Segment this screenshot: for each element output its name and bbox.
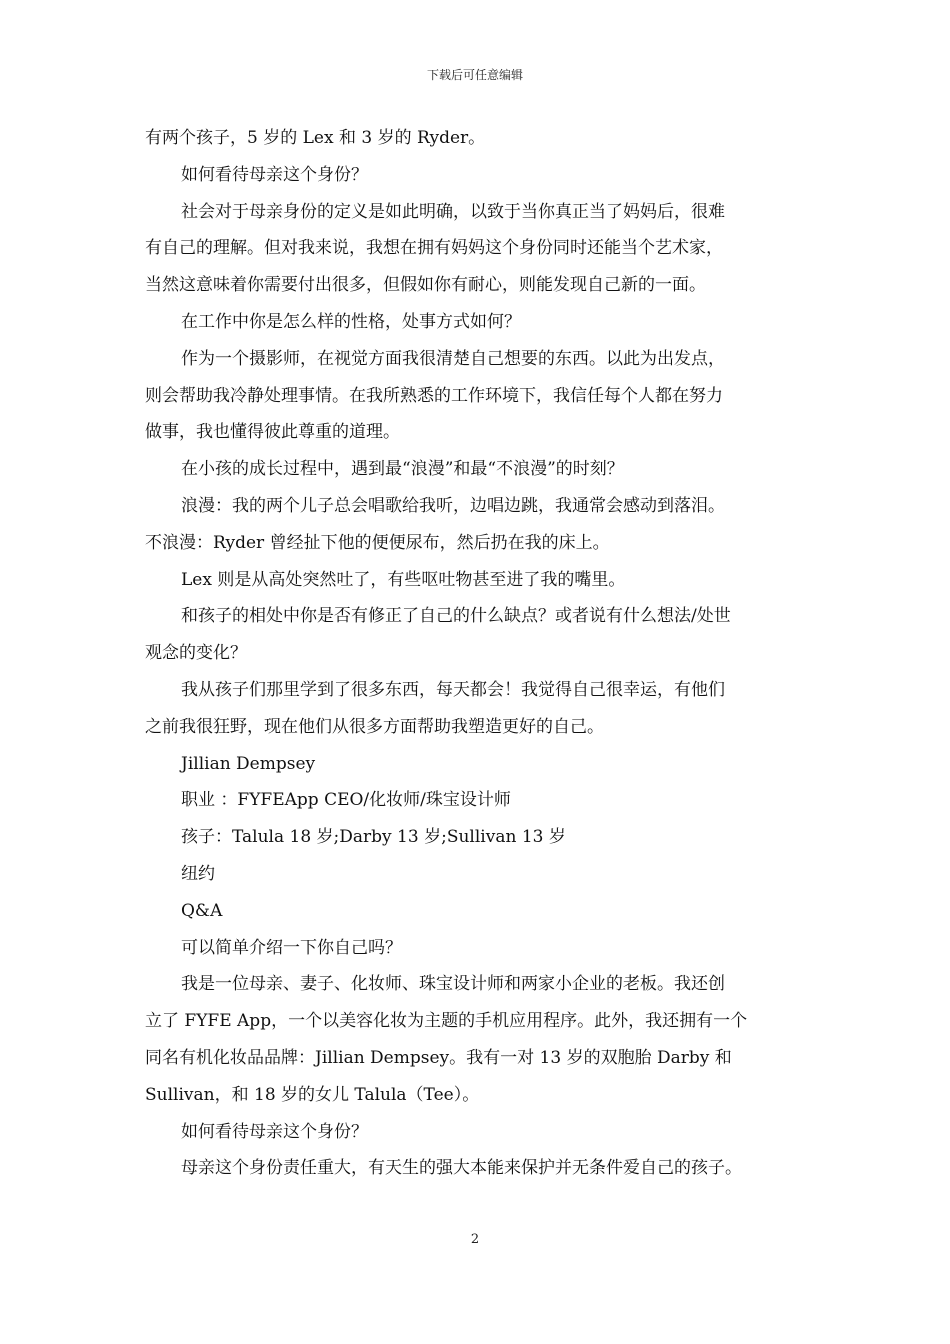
text-line: 职业 ：FYFEApp CEO/化妆师/珠宝设计师 [181, 790, 511, 811]
text-line: 同名有机化妆品品牌：Jillian Dempsey。我有一对 13 岁的双胞胎 Darby 和 [145, 1047, 732, 1068]
text-line: 作为一个摄影师，在视觉方面我很清楚自己想要的东西。以此为出发点， [181, 348, 725, 369]
text-line: 浪漫：我的两个儿子总会唱歌给我听，边唱边跳，我通常会感动到落泪。 [181, 495, 725, 516]
text-line: 观念的变化？ [145, 643, 247, 664]
document-body [145, 120, 815, 1187]
text-line: 我从孩子们那里学到了很多东西，每天都会！我觉得自己很幸运，有他们 [181, 679, 725, 700]
text-line: 立了 FYFE App，一个以美容化妆为主题的手机应用程序。此外，我还拥有一个 [145, 1011, 748, 1032]
text-line: 不浪漫：Ryder 曾经扯下他的便便尿布，然后扔在我的床上。 [145, 532, 610, 553]
text-line: 母亲这个身份责任重大，有天生的强大本能来保护并无条件爱自己的孩子。 [181, 1158, 742, 1179]
text-line: 可以简单介绍一下你自己吗？ [181, 937, 402, 958]
text-line: 则会帮助我冷静处理事情。在我所熟悉的工作环境下，我信任每个人都在努力 [145, 385, 723, 406]
page-number: 2 [470, 1232, 480, 1247]
text-line: Q&A [181, 900, 223, 921]
text-line: 在小孩的成长过程中，遇到最“浪漫”和最“不浪漫”的时刻？ [181, 459, 624, 480]
text-line: 有自己的理解。但对我来说，我想在拥有妈妈这个身份同时还能当个艺术家， [145, 238, 723, 259]
text-line: 如何看待母亲这个身份？ [181, 164, 368, 185]
text-line: 和孩子的相处中你是否有修正了自己的什么缺点？或者说有什么想法/处世 [181, 606, 731, 627]
text-line: 在工作中你是怎么样的性格，处事方式如何？ [181, 311, 521, 332]
text-line: 有两个孩子，5 岁的 Lex 和 3 岁的 Ryder。 [145, 128, 486, 148]
text-line: 做事，我也懂得彼此尊重的道理。 [145, 422, 400, 443]
text-line: 当然这意味着你需要付出很多，但假如你有耐心，则能发现自己新的一面。 [145, 275, 706, 296]
page-header: 下载后可任意编辑 [426, 68, 523, 82]
text-line: 社会对于母亲身份的定义是如此明确，以致于当你真正当了妈妈后，很难 [181, 201, 725, 222]
text-line: 孩子：Talula 18 岁;Darby 13 岁;Sullivan 13 岁 [181, 827, 566, 848]
text-line: Sullivan，和 18 岁的女儿 Talula（Tee）。 [145, 1084, 480, 1105]
text-line: 纽约 [181, 863, 215, 884]
text-line: Jillian Dempsey [181, 753, 316, 774]
text-line: Lex 则是从高处突然吐了，有些呕吐物甚至进了我的嘴里。 [181, 569, 626, 590]
text-line: 我是一位母亲、妻子、化妆师、珠宝设计师和两家小企业的老板。我还创 [181, 974, 725, 995]
text-line: 如何看待母亲这个身份？ [181, 1121, 368, 1142]
text-line: 之前我很狂野，现在他们从很多方面帮助我塑造更好的自己。 [145, 716, 604, 737]
